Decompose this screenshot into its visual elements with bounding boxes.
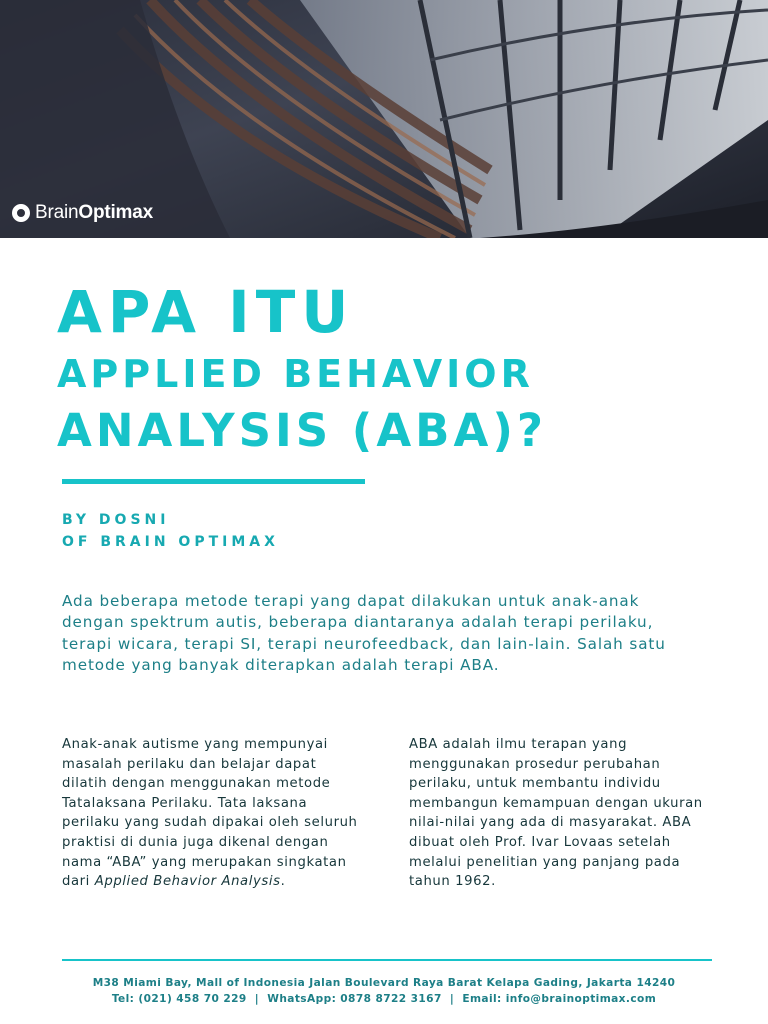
intro-paragraph: Ada beberapa metode terapi yang dapat dilakukan untuk anak-anak dengan spektrum autis, beberapa diantaranya adalah terapi perilaku, terapi wicara, terapi SI, terapi neurofeedback, dan lain-lain. Salah satu metode yang banyak diterapkan adalah terapi ABA. (62, 592, 666, 674)
header-banner-photo (0, 0, 768, 238)
footer-divider (62, 959, 712, 961)
byline (62, 509, 279, 553)
left-column-italic: Applied Behavior Analysis (94, 874, 281, 890)
brand-name-part2: Optimax (78, 202, 153, 223)
brand-ring-icon (12, 204, 30, 222)
title-line-2: APPLIED BEHAVIOR (57, 352, 534, 396)
brand-logo (12, 202, 153, 224)
left-column-end: . (280, 874, 286, 890)
title-line-1: APA ITU (57, 278, 355, 346)
byline-author: BY DOSNI (62, 512, 170, 528)
title-line-3: ANALYSIS (ABA)? (57, 404, 547, 457)
footer-address: M38 Miami Bay, Mall of Indonesia Jalan Boulevard Raya Barat Kelapa Gading, Jakarta 14240 (92, 977, 676, 989)
byline-organization: OF BRAIN OPTIMAX (62, 534, 279, 550)
footer-contact: Tel: (021) 458 70 229 | WhatsApp: 0878 8722 3167 | Email: info@brainoptimax.com (111, 993, 657, 1005)
left-column-paragraph (62, 735, 362, 892)
title-divider (62, 479, 365, 484)
right-column-paragraph: ABA adalah ilmu terapan yang menggunakan prosedur perubahan perilaku, untuk membantu individu membangun kemampuan dengan ukuran nilai-nilai yang ada di masyarakat. ABA dibuat oleh Prof. Ivar Lovaas setelah melalui penelitian yang panjang pada tahun 1962. (409, 737, 703, 890)
brand-name-part1: Brain (35, 202, 79, 223)
left-column-text: Anak-anak autisme yang mempunyai masalah perilaku dan belajar dapat dilatih dengan menggunakan metode Tatalaksana Perilaku. Tata laksana perilaku yang sudah dipakai oleh seluruh praktisi di dunia juga dikenal dengan nama “ABA” yang merupakan singkatan dari (62, 737, 358, 890)
